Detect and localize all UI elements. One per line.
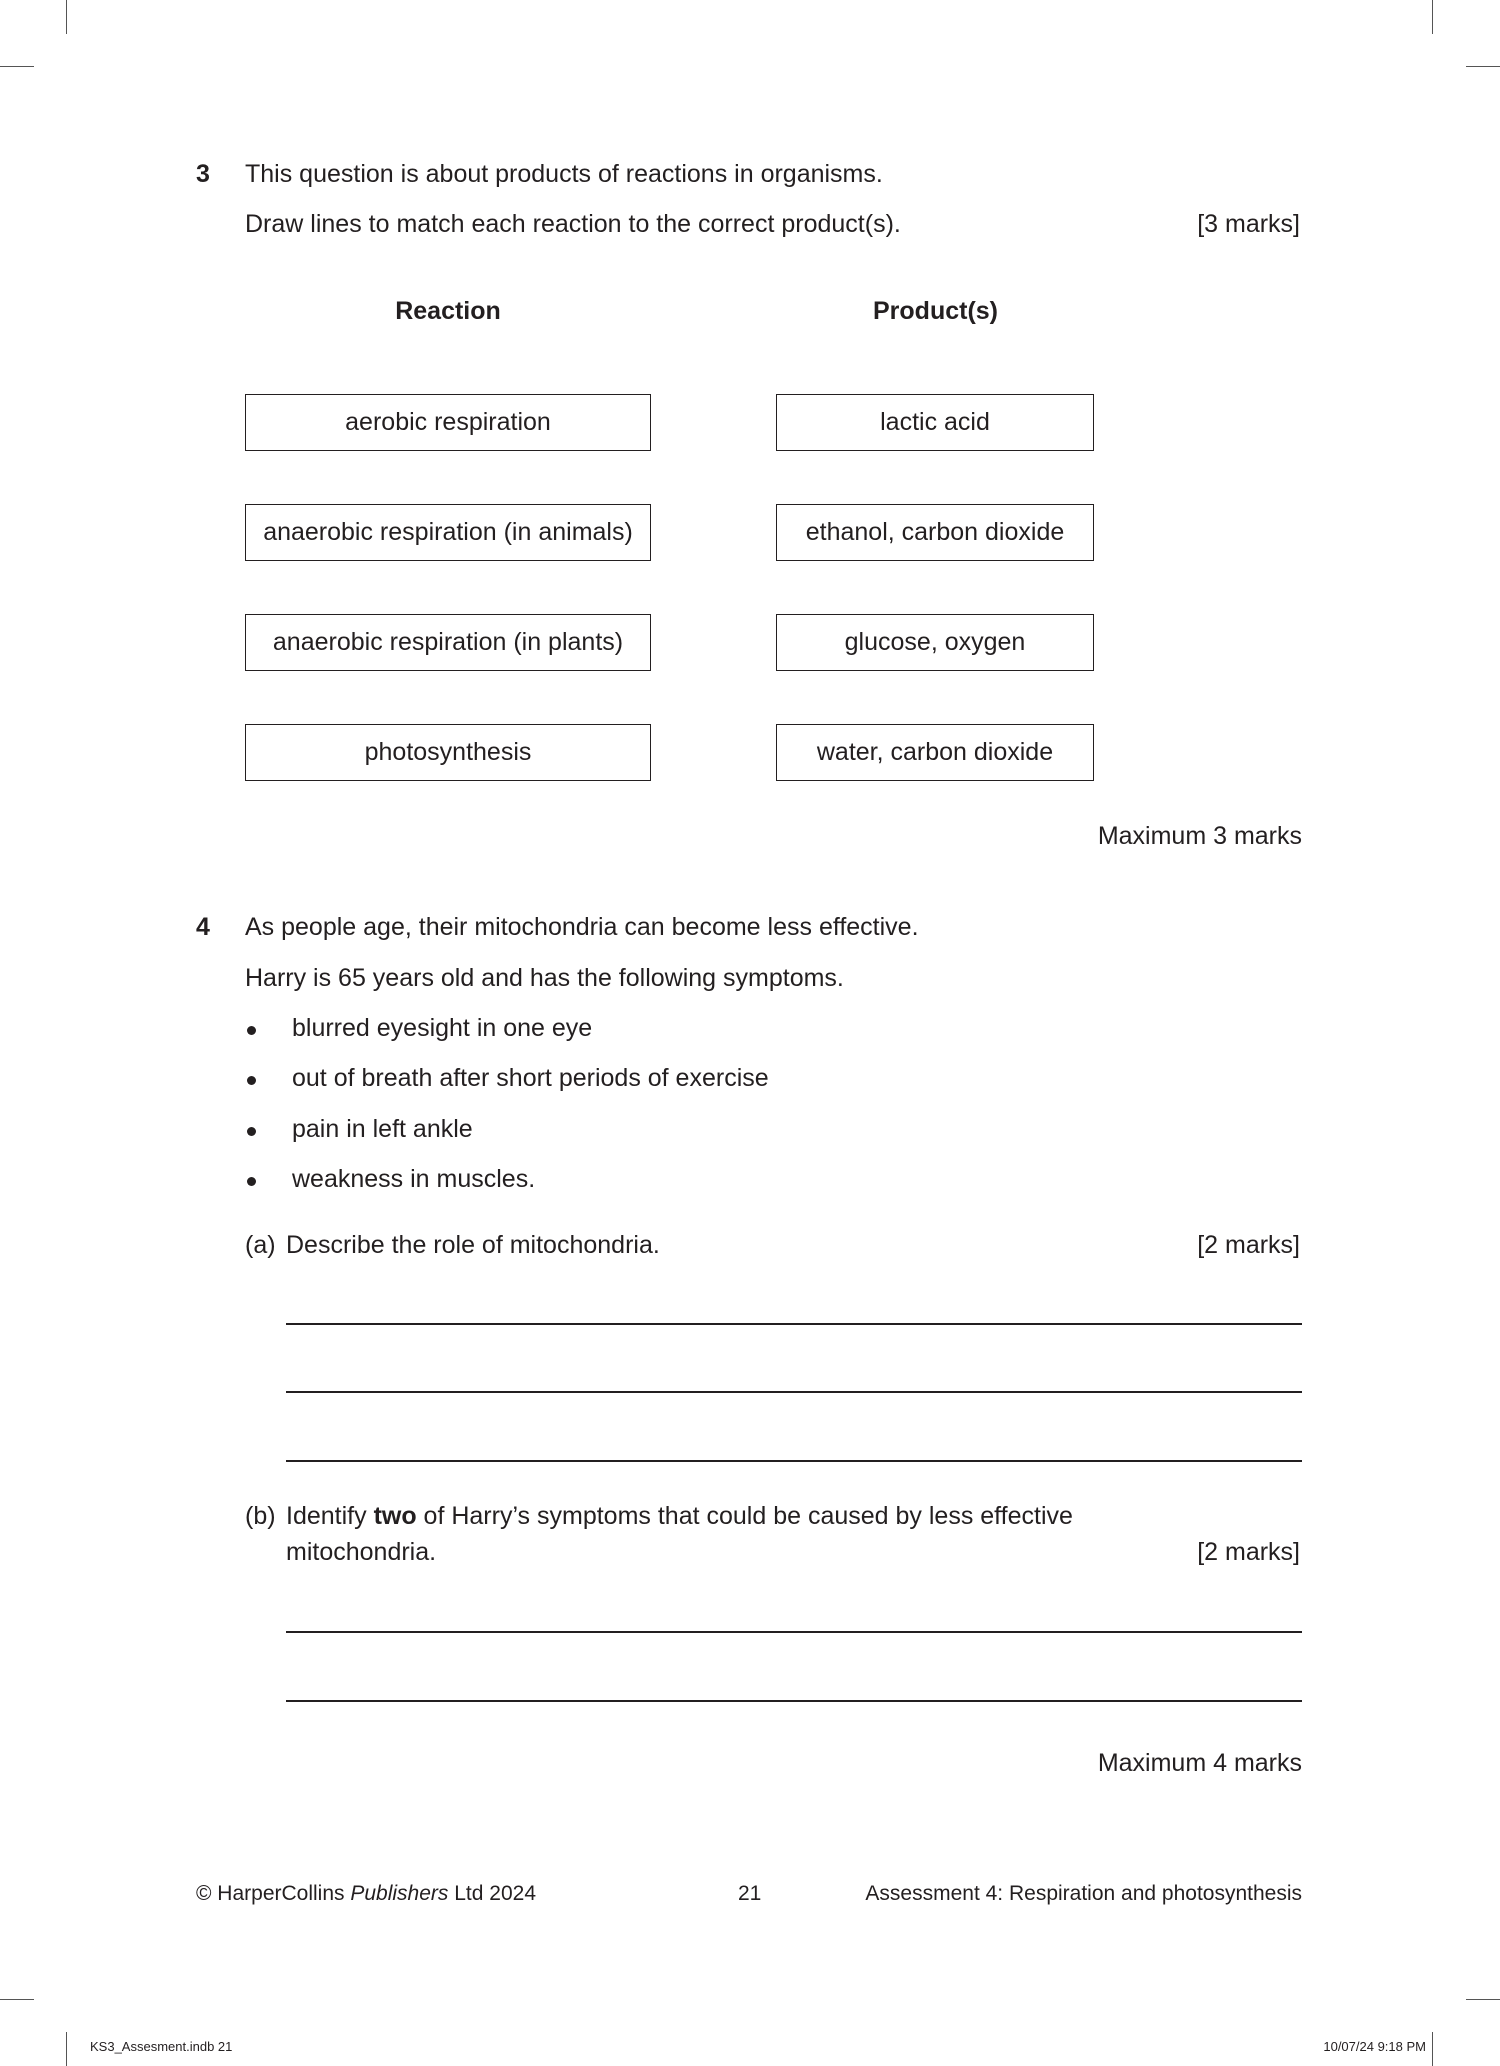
product-box[interactable]: ethanol, carbon dioxide (776, 504, 1094, 561)
question-4-intro: As people age, their mitochondria can become less effective. (245, 913, 919, 941)
symptom-item: blurred eyesight in one eye (292, 1014, 593, 1042)
question-4-max-marks: Maximum 4 marks (1097, 1749, 1302, 1777)
copyright-suffix: Ltd 2024 (448, 1882, 537, 1905)
reaction-box[interactable]: anaerobic respiration (in animals) (245, 504, 651, 561)
answer-line[interactable] (286, 1391, 1302, 1393)
symptom-item: pain in left ankle (292, 1115, 473, 1143)
symptom-item: weakness in muscles. (292, 1165, 536, 1193)
answer-line[interactable] (286, 1700, 1302, 1702)
part-b-label: (b) (245, 1502, 276, 1530)
crop-mark (1466, 1999, 1500, 2000)
question-3-max-marks: Maximum 3 marks (1097, 822, 1302, 850)
question-3-marks: [3 marks] (1197, 210, 1300, 238)
part-b-text (286, 1502, 1073, 1531)
product-box[interactable]: water, carbon dioxide (776, 724, 1094, 781)
part-b-marks: [2 marks] (1197, 1538, 1300, 1566)
part-b-text-before: Identify (286, 1502, 374, 1530)
crop-mark (1432, 2032, 1433, 2066)
reaction-box[interactable]: aerobic respiration (245, 394, 651, 451)
crop-mark (66, 0, 67, 34)
part-a-marks: [2 marks] (1197, 1231, 1300, 1259)
symptom-item: out of breath after short periods of exercise (292, 1064, 769, 1092)
crop-mark (0, 66, 34, 67)
product-box[interactable]: glucose, oxygen (776, 614, 1094, 671)
question-4-scenario: Harry is 65 years old and has the following symptoms. (245, 964, 844, 992)
reaction-column-header: Reaction (395, 297, 501, 325)
copyright-notice (196, 1882, 536, 1906)
question-3-instruction: Draw lines to match each reaction to the correct product(s). (245, 210, 901, 238)
bullet-icon (247, 1026, 256, 1035)
page-number: 21 (738, 1882, 762, 1905)
product-column-header: Product(s) (873, 297, 998, 325)
part-a-text: Describe the role of mitochondria. (286, 1231, 660, 1259)
crop-mark (0, 1999, 34, 2000)
crop-mark (1432, 0, 1433, 34)
part-b-text-line2: mitochondria. (286, 1538, 437, 1566)
question-3-intro: This question is about products of reactions in organisms. (245, 160, 883, 188)
question-4-number: 4 (196, 913, 210, 941)
answer-line[interactable] (286, 1631, 1302, 1633)
reaction-box[interactable]: photosynthesis (245, 724, 651, 781)
copyright-prefix: © HarperCollins (196, 1882, 351, 1905)
answer-line[interactable] (286, 1460, 1302, 1462)
bullet-icon (247, 1076, 256, 1085)
slug-timestamp: 10/07/24 9:18 PM (1323, 2039, 1426, 2054)
answer-line[interactable] (286, 1323, 1302, 1325)
part-b-text-after: of Harry’s symptoms that could be caused by less effective (416, 1502, 1073, 1530)
bullet-icon (247, 1127, 256, 1136)
crop-mark (1466, 66, 1500, 67)
part-a-label: (a) (245, 1231, 276, 1259)
part-b-text-bold: two (373, 1502, 417, 1530)
copyright-italic: Publishers (350, 1882, 449, 1905)
reaction-box[interactable]: anaerobic respiration (in plants) (245, 614, 651, 671)
section-title: Assessment 4: Respiration and photosynthesis (865, 1882, 1302, 1905)
crop-mark (66, 2032, 67, 2066)
product-box[interactable]: lactic acid (776, 394, 1094, 451)
question-3-number: 3 (196, 160, 210, 188)
bullet-icon (247, 1177, 256, 1186)
slug-filename: KS3_Assesment.indb 21 (90, 2039, 233, 2054)
